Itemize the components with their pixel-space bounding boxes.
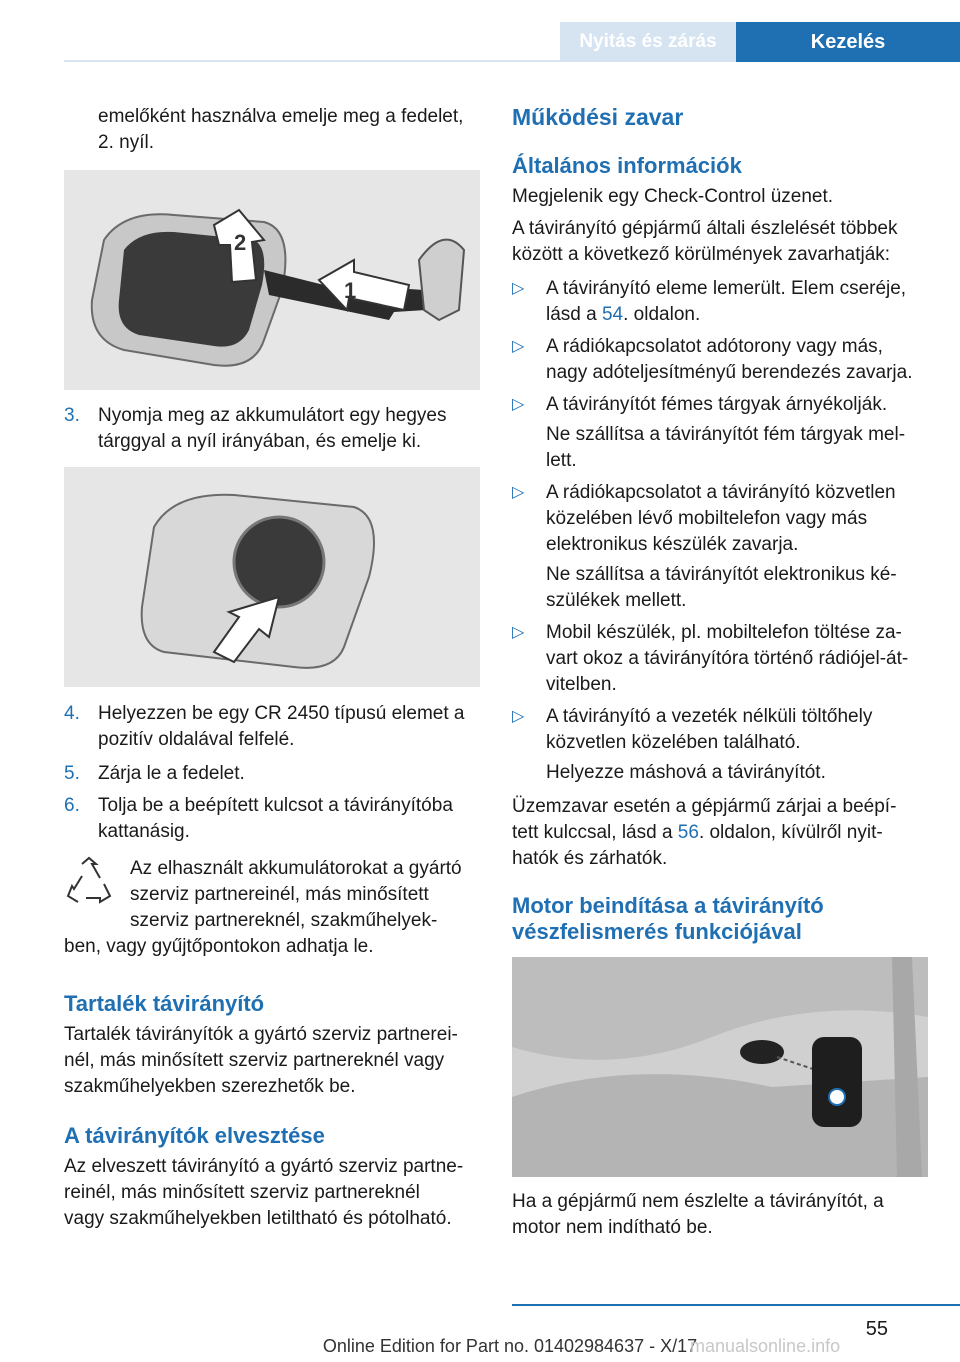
check-control-line: Megjelenik egy Check-Control üzenet. — [512, 186, 834, 207]
page-number: 55 — [865, 1318, 888, 1340]
lost-line-1: Az elveszett távirányító a gyártó szerviz partne- — [64, 1156, 464, 1177]
bullet-4-note-2: szülékek mellett. — [546, 590, 687, 611]
intro-line-2: 2. nyíl. — [98, 132, 154, 153]
bullet-2-line-2: nagy adóteljesítményű berendezés zavarja. — [546, 362, 913, 383]
bullet-4-line-1: A rádiókapcsolatot a távirányító közvetlen — [546, 482, 896, 503]
bullet-triangle-icon: ▷ — [512, 624, 525, 641]
svg-text:2: 2 — [234, 230, 247, 255]
bullet-triangle-icon: ▷ — [512, 338, 525, 355]
header-section-tab[interactable]: Nyitás és zárás — [560, 22, 736, 62]
recycle-line-2: szerviz partnereinél, más minősített — [130, 884, 429, 905]
bullet-5-line-3: vitelben. — [546, 674, 617, 695]
detect-line-1: A távirányító gépjármű általi észlelését többek — [512, 218, 898, 239]
step-number: 6. — [64, 795, 80, 816]
bullet-triangle-icon: ▷ — [512, 396, 525, 413]
bullet-5-line-1: Mobil készülék, pl. mobiltelefon töltése za- — [546, 622, 902, 643]
spare-line-3: szakműhelyekben szerezhetők be. — [64, 1076, 356, 1097]
recycle-line-1: Az elhasznált akkumulátorokat a gyártó — [130, 858, 462, 879]
spare-key-heading: Tartalék távirányító — [64, 991, 265, 1016]
bullet-6-line-2: közvetlen közelében található. — [546, 732, 801, 753]
bullet-triangle-icon: ▷ — [512, 708, 525, 725]
header-chapter-tab[interactable]: Kezelés — [736, 22, 960, 62]
step-number: 3. — [64, 405, 80, 426]
step-5-line-1: Zárja le a fedelet. — [98, 763, 245, 784]
footer-rule — [512, 1304, 960, 1306]
bullet-1-line-1: A távirányító eleme lemerült. Elem cseréje, — [546, 278, 907, 299]
step-4-line-1: Helyezzen be egy CR 2450 típusú elemet a — [98, 703, 465, 724]
emergency-line-2: tett kulccsal, lásd a 56. oldalon, kívülről nyit- — [512, 822, 883, 843]
key-fob-cover-image — [64, 170, 480, 390]
step-number: 4. — [64, 703, 80, 724]
recycle-icon — [64, 856, 114, 908]
bullet-triangle-icon: ▷ — [512, 484, 525, 501]
edition-footer: Online Edition for Part no. 01402984637 - X/17 — [322, 1336, 698, 1356]
lost-line-2: reinél, más minősített szerviz partnereknél — [64, 1182, 420, 1203]
step-number: 5. — [64, 763, 80, 784]
engine-start-heading-line-2: vészfelismerés funkciójával — [512, 919, 802, 944]
page-link[interactable]: 56 — [677, 822, 699, 843]
step-4-line-2: pozitív oldalával felfelé. — [98, 729, 295, 750]
bullet-3-note-1: Ne szállítsa a távirányítót fém tárgyak mel- — [546, 424, 906, 445]
bullet-4-line-2: közelében lévő mobiltelefon vagy más — [546, 508, 868, 529]
step-6-line-2: kattanásig. — [98, 821, 190, 842]
battery-removal-image — [64, 467, 480, 687]
bullet-6-note-1: Helyezze máshová a távirányítót. — [546, 762, 826, 783]
page-link[interactable]: 54 — [601, 304, 624, 325]
bullet-triangle-icon: ▷ — [512, 280, 525, 297]
bullet-3-line-1: A távirányítót fémes tárgyak árnyékolják. — [546, 394, 888, 415]
engine-start-line-1: Ha a gépjármű nem észlelte a távirányítót, a — [512, 1191, 884, 1212]
bullet-1-line-2: lásd a 54. oldalon. — [546, 304, 701, 325]
bullet-4-line-3: elektronikus készülék zavarja. — [546, 534, 799, 555]
bullet-6-line-1: A távirányító a vezeték nélküli töltőhely — [546, 706, 873, 727]
steering-column-key-image — [512, 957, 928, 1177]
fault-heading: Működési zavar — [512, 104, 684, 130]
general-info-heading: Általános információk — [512, 153, 742, 178]
step-3-line-1: Nyomja meg az akkumulátort egy hegyes — [98, 405, 447, 426]
step-6-line-1: Tolja be a beépített kulcsot a távirányítóba — [98, 795, 453, 816]
intro-line-1: emelőként használva emelje meg a fedelet, — [98, 106, 464, 127]
step-3-line-2: tárggyal a nyíl irányában, és emelje ki. — [98, 431, 422, 452]
bullet-2-line-1: A rádiókapcsolatot adótorony vagy más, — [546, 336, 883, 357]
svg-text:1: 1 — [344, 278, 357, 303]
bullet-4-note-1: Ne szállítsa a távirányítót elektronikus ké- — [546, 564, 897, 585]
lost-line-3: vagy szakműhelyekben letiltható és pótolható. — [64, 1208, 452, 1229]
bullet-3-note-2: lett. — [546, 450, 577, 471]
recycle-line-3: szerviz partnereknél, szakműhelyek- — [130, 910, 438, 931]
engine-start-heading-line-1: Motor beindítása a távirányító — [512, 893, 824, 918]
bullet-5-line-2: vart okoz a távirányítóra történő rádiójel-át- — [546, 648, 909, 669]
lost-key-heading: A távirányítók elvesztése — [64, 1123, 325, 1148]
spare-line-1: Tartalék távirányítók a gyártó szerviz partnerei- — [64, 1024, 458, 1045]
spare-line-2: nél, más minősített szerviz partnereknél vagy — [64, 1050, 445, 1071]
watermark: manualsonline.info — [690, 1336, 841, 1356]
emergency-line-1: Üzemzavar esetén a gépjármű zárjai a beépí- — [512, 796, 897, 817]
emergency-line-3: hatók és zárhatók. — [512, 848, 668, 869]
recycle-line-4: ben, vagy gyűjtőpontokon adhatja le. — [64, 936, 374, 957]
detect-line-2: között a következő körülmények zavarhatják: — [512, 244, 891, 265]
engine-start-line-2: motor nem indítható be. — [512, 1217, 713, 1238]
